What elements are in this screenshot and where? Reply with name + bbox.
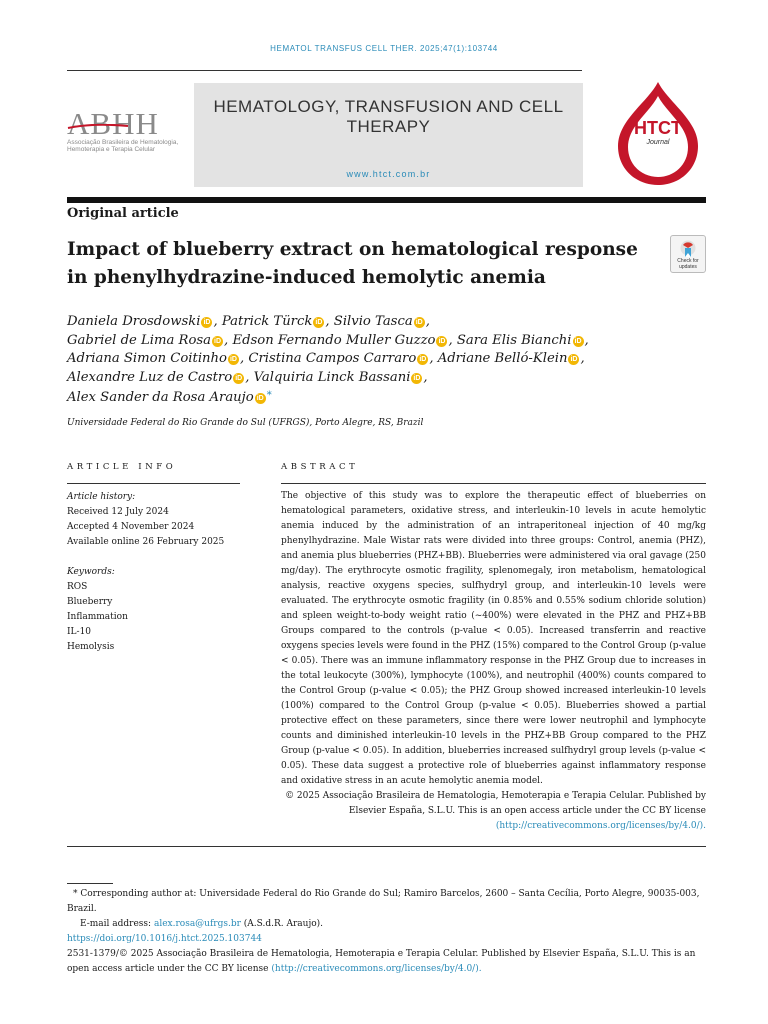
orcid-icon[interactable]: iD xyxy=(570,356,578,363)
abstract xyxy=(281,489,706,834)
keywords-label: Keywords: xyxy=(67,567,115,577)
corresponding-note: * Corresponding author at: Universidade Federal do Rio Grande do Sul; Ramiro Barcelos, 2600 – Santa Cecília, Porto Alegre, 90035-003, Brazil. xyxy=(67,889,700,914)
article-type: Original article xyxy=(67,206,179,221)
author-name[interactable]: Edson Fernando Muller Guzzo xyxy=(232,332,436,348)
author-separator: , xyxy=(325,314,330,329)
htct-logo-word: HTCT xyxy=(634,118,682,138)
history-label: Article history: xyxy=(67,492,136,502)
article-info-heading: ARTICLE INFO xyxy=(67,462,177,472)
author-list xyxy=(67,313,667,408)
orcid-icon[interactable]: iD xyxy=(315,319,323,326)
journal-title: HEMATOLOGY, TRANSFUSION AND CELL THERAPY xyxy=(213,97,564,136)
htct-logo-sub: Journal xyxy=(646,139,670,146)
keyword: ROS xyxy=(67,582,88,592)
orcid-icon[interactable]: iD xyxy=(229,356,237,363)
copyright-line: Elsevier España, S.L.U. This is an open access article under the CC BY license xyxy=(348,806,706,816)
author-separator: , xyxy=(429,351,434,366)
author-name[interactable]: Adriane Belló-Klein xyxy=(437,351,568,366)
orcid-icon[interactable]: iD xyxy=(235,374,243,382)
accepted-date: Accepted 4 November 2024 xyxy=(67,522,195,532)
abstract-body: The objective of this study was to explore the therapeutic effect of blueberries on hematological parameters, oxidative stress, and interleukin-10 levels in acute hemolytic anemia induced by the administration of an intraperitoneal injection of 40 mg/kg phenylhydrazine. Male Wistar rats were divided into three groups: Control, anemia (PHZ), and anemia plus blueberries (PHZ+BB). Blueberries were administered via oral gavage (250 mg/day). The erythrocyte osmotic fragility, splenomegaly, iron metabolism, hematological analysis, reactive oxygens species, sulfhydryl group, and interleukin-10 levels were evaluated. The erythrocyte osmotic fragility (in 0.85% and 0.55% sodium chloride solution) and spleen weight-to-body weight ratio (~400%) were elevated in the PHZ and PHZ+BB Groups compared to the controls (p-value < 0.05). Increased transferrin and reactive oxygens species levels were found in the PHZ (15%) compared to the Control Group (p-value < 0.05). There was an immune inflammatory response in the PHZ Group due to increases in the total leukocyte (300%), lymphocyte (100%), and neutrophil (400%) counts compared to the Control Group (p-value < 0.05); the PHZ Group showed increased interleukin-10 levels (100%) compared to the Control Group (p-value < 0.05). Blueberries showed a partial protective effect on these parameters, since there were lower neutrophil and lymphocyte counts and diminished interleukin-10 levels in the PHZ+BB Group compared to the PHZ Group (p-value < 0.05). In addition, blueberries increased sulfhydryl group levels (p-value < 0.05). These data suggest a protective role of blueberries against inflammatory response and oxidative stress in an acute hemolytic anemia model. xyxy=(281,491,707,786)
copyright-line: © 2025 Associação Brasileira de Hematologia, Hemoterapia e Terapia Celular. Published by xyxy=(285,791,706,801)
author-separator: , xyxy=(239,351,245,366)
orcid-icon[interactable]: iD xyxy=(438,337,446,345)
author-name[interactable]: Alex Sander da Rosa Araujo xyxy=(67,390,254,405)
author-separator: , xyxy=(423,369,428,385)
author-name[interactable]: Alexandre Luz de Castro xyxy=(67,369,233,385)
author-name[interactable]: Gabriel de Lima Rosa xyxy=(67,332,212,348)
author-separator: , xyxy=(224,332,229,348)
article-title: Impact of blueberry extract on hematological response in phenylhydrazine-induced hemolytic anemia xyxy=(67,239,638,288)
keyword: Blueberry xyxy=(67,597,113,607)
author-name[interactable]: Cristina Campos Carraro xyxy=(248,351,417,366)
keyword: Inflammation xyxy=(67,612,128,622)
running-head: HEMATOL TRANSFUS CELL THER. 2025;47(1):103744 xyxy=(270,44,498,53)
orcid-icon[interactable]: iD xyxy=(256,395,264,402)
orcid-icon[interactable]: iD xyxy=(214,337,222,345)
author-name[interactable]: Sara Elis Bianchi xyxy=(456,332,572,348)
journal-masthead xyxy=(194,83,583,187)
orcid-icon[interactable]: iD xyxy=(413,374,421,382)
crossmark-button[interactable] xyxy=(670,235,706,273)
abhh-logo xyxy=(67,106,187,166)
doi-link[interactable]: https://doi.org/10.1016/j.htct.2025.103744 xyxy=(67,934,262,944)
orcid-icon[interactable]: iD xyxy=(415,319,423,326)
received-date: Received 12 July 2024 xyxy=(67,507,169,517)
author-separator: , xyxy=(245,369,250,385)
email-suffix: (A.S.d.R. Araujo). xyxy=(243,919,324,929)
corresponding-star: * xyxy=(266,390,272,401)
author-separator: , xyxy=(584,332,589,348)
license-link[interactable]: (http://creativecommons.org/licenses/by/4.0/). xyxy=(495,821,706,831)
footnote-rule xyxy=(67,883,113,884)
affiliation: Universidade Federal do Rio Grande do Sul (UFRGS), Porto Alegre, RS, Brazil xyxy=(67,418,424,428)
footer-license-link[interactable]: (http://creativecommons.org/licenses/by/4.0/). xyxy=(271,964,482,974)
orcid-icon[interactable]: iD xyxy=(203,319,211,326)
keyword: Hemolysis xyxy=(67,642,115,652)
abhh-logo-swoosh xyxy=(67,124,129,130)
header-thick-rule xyxy=(67,197,706,203)
crossmark-icon xyxy=(680,239,696,257)
journal-url[interactable]: www.htct.com.br xyxy=(346,169,431,179)
abhh-logo-word: ABHH xyxy=(67,106,159,141)
crossmark-label: Check for updates xyxy=(677,258,699,270)
abstract-end-rule xyxy=(67,846,706,847)
orcid-icon[interactable]: iD xyxy=(419,356,427,363)
author-name[interactable]: Patrick Türck xyxy=(221,314,313,329)
keyword: IL-10 xyxy=(67,627,92,637)
author-name[interactable]: Daniela Drosdowski xyxy=(67,314,201,329)
author-separator: , xyxy=(213,314,218,329)
author-name[interactable]: Valquiria Linck Bassani xyxy=(253,369,411,385)
abhh-logo-subtitle: Associação Brasileira de Hematologia, Hemoterapia e Terapia Celular xyxy=(67,139,179,153)
article-info-rule xyxy=(67,483,240,484)
author-name[interactable]: Adriana Simon Coitinho xyxy=(67,351,227,366)
email-link[interactable]: alex.rosa@ufrgs.br xyxy=(153,919,241,929)
footnotes xyxy=(67,887,706,977)
abstract-rule xyxy=(281,483,706,484)
htct-logo xyxy=(612,80,704,188)
abstract-heading: ABSTRACT xyxy=(281,462,359,472)
author-name[interactable]: Silvio Tasca xyxy=(333,314,413,329)
email-label: E-mail address: xyxy=(80,919,152,929)
issn-line: 2531-1379/© 2025 Associação Brasileira de Hematologia, Hemoterapia e Terapia Celular. Published by Elsevier España, S.L.U. This is an open access article under the CC BY license xyxy=(67,949,696,974)
author-separator: , xyxy=(425,314,430,329)
header-rule xyxy=(67,70,582,71)
online-date: Available online 26 February 2025 xyxy=(67,537,225,547)
article-info xyxy=(67,490,242,655)
author-separator: , xyxy=(580,351,585,366)
orcid-icon[interactable]: iD xyxy=(574,337,582,345)
author-separator: , xyxy=(448,332,453,348)
